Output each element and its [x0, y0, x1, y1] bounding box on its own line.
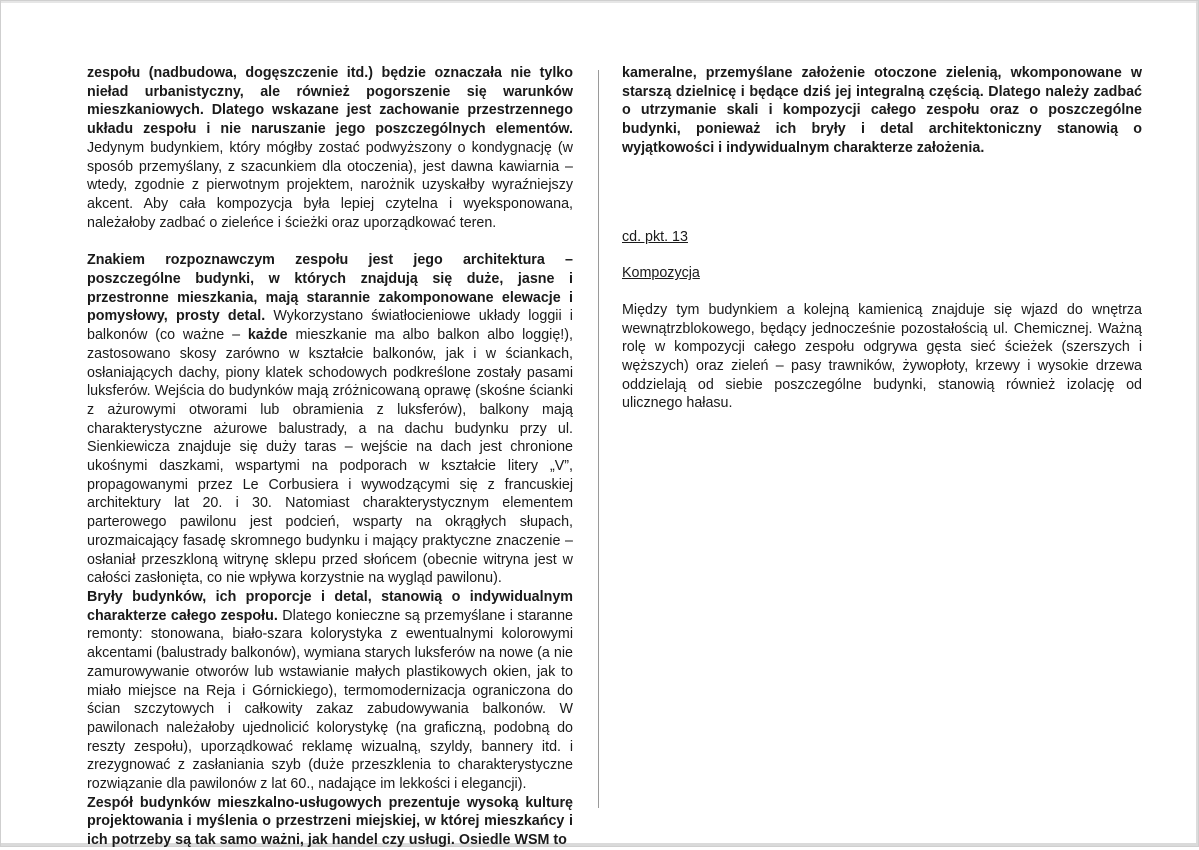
- left-p2-bold-inline: każde: [247, 327, 288, 344]
- section-gap: [622, 158, 1142, 228]
- scan-edge-top: [0, 0, 1199, 3]
- left-p3-text: Dlatego konieczne są przemyślane i staranne remonty: stonowana, biało-szara kolorystyka z ewentualnymi kolorowymi akcentami (balustrady balkonów), wymiana starych luksferów na nowe (a nie zamurowywanie otworów lub wstawianie małych plastikowych okien, jak to miało miejsce na Reja i Górnickiego), termomodernizacja ograniczona do ścian szczytowych i całkowity zakaz zabudowywania balkonów. W pawilonach należałoby ujednolicić kolorystykę (na graficzną, podobną do reszty zespołu), uporządkować reklamę wizualną, szyldy, bannery itd. i zrezygnować z zasłaniania szyb (duże przeszklenia to charakterystyczne rozwiązanie dla pawilonów z lat 60., nadające im lekkości i elegancji).: [87, 607, 573, 793]
- section-reference-heading: cd. pkt. 13: [622, 228, 688, 245]
- left-paragraph-3: [87, 588, 573, 794]
- paragraph-gap: [87, 232, 573, 251]
- right-paragraph-2: Między tym budynkiem a kolejną kamienicą znajduje się wjazd do wnętrza wewnątrzblokowego, będący jednocześnie pozostałością ul. Chemicznej. Ważną rolę w kompozycji całego zespołu odgrywa gęsta sieć ścieżek (szerszych i węższych) oraz zieleń – pasy trawników, żywopłoty, krzewy i wysokie drzewa oddzielają od siebie poszczególne budynki, stanowią również izolację od ulicznego hałasu.: [622, 301, 1142, 412]
- left-p3-bold: Bryły budynków, ich proporcje i detal, stanowią o indywidualnym charakterze całego zespołu.: [87, 588, 573, 624]
- left-p4-bold: Zespół budynków mieszkalno-usługowych prezentuje wysoką kulturę projektowania i myślenia o przestrzeni miejskiej, w której mieszkańcy i ich potrzeby są tak samo ważni, jak handel czy usługi. Osiedle WSM to: [87, 794, 573, 849]
- left-paragraph-4: [87, 794, 573, 850]
- left-p2-bold: Znakiem rozpoznawczym zespołu jest jego architektura – poszczególne budynki, w których znajdują się duże, jasne i przestronne mieszkania, mają starannie zakomponowane elewacje i pomysłowy, prosty detal.: [87, 252, 573, 325]
- left-p1-text: Jedynym budynkiem, który mógłby zostać podwyższony o kondygnację (w sposób przemyślany, z szacunkiem dla otoczenia), jest dawna kawiarnia – wtedy, zgodnie z pierwotnym projektem, narożnik uzyskałby wyraźniejszy akcent. Aby cała kompozycja była lepiej czytelna i wyeksponowana, należałoby zadbać o zieleńce i ścieżki oraz uporządkować teren.: [87, 139, 573, 231]
- left-column: [87, 64, 573, 850]
- column-divider: [598, 70, 599, 808]
- heading-gap: [622, 246, 1142, 264]
- left-p2-text-a: Wykorzystano światłocieniowe układy loggii i balkonów (co ważne –: [87, 308, 573, 344]
- left-paragraph-2: [87, 251, 573, 588]
- right-paragraph-1: [622, 64, 1142, 158]
- right-column: [622, 64, 1142, 413]
- composition-heading: Kompozycja: [622, 265, 700, 282]
- right-p1-bold: kameralne, przemyślane założenie otoczone zielenią, wkomponowane w starszą dzielnicę i będące dziś jej integralną częścią. Dlatego należy zadbać o utrzymanie skali i kompozycji całego zespołu oraz o poszczególne budynki, ponieważ ich bryły i detal architektoniczny stanowią o wyjątkowości i indywidualnym charakterze założenia.: [622, 65, 1142, 156]
- left-p1-bold: zespołu (nadbudowa, dogęszczenie itd.) będzie oznaczała nie tylko nieład urbanistyczny, ale również pogorszenie się warunków mieszkaniowych. Dlatego wskazane jest zachowanie przestrzennego układu zespołu i nie naruszanie jego poszczególnych elementów.: [87, 65, 573, 138]
- left-p2-text-b: mieszkanie ma albo balkon albo loggię!), zastosowano skosy zarówno w kształcie balkonów, jak i w ściankach, osłaniających dachy, piony klatek schodowych podkreślone zostały pasami luksferów. Wejścia do budynków mają zróżnicowaną oprawę (skośne ścianki z ażurowymi otworami lub obramienia z luksferów), balkony mają charakterystyczne ażurowe balustrady, a na dachu budynku przy ul. Sienkiewicza znajduje się duży taras – wejście na dach jest chronione ukośnymi daszkami, wspartymi na podporach w kształcie litery „V”, propagowanymi przez Le Corbusiera i wywodzącymi się z francuskiej architektury lat 20. i 30. Natomiast charakterystycznym elementem parterowego pawilonu jest podcień, wsparty na okrągłych słupach, urozmaicający fasadę skromnego budynku i mający praktyczne znaczenie – osłaniał przeszkloną witrynę sklepu przed słońcem (obecnie witryna jest w całości zasłonięta, co nie wpływa korzystnie na wygląd pawilonu).: [87, 327, 573, 587]
- heading-gap-2: [622, 283, 1142, 301]
- left-paragraph-1: [87, 64, 573, 232]
